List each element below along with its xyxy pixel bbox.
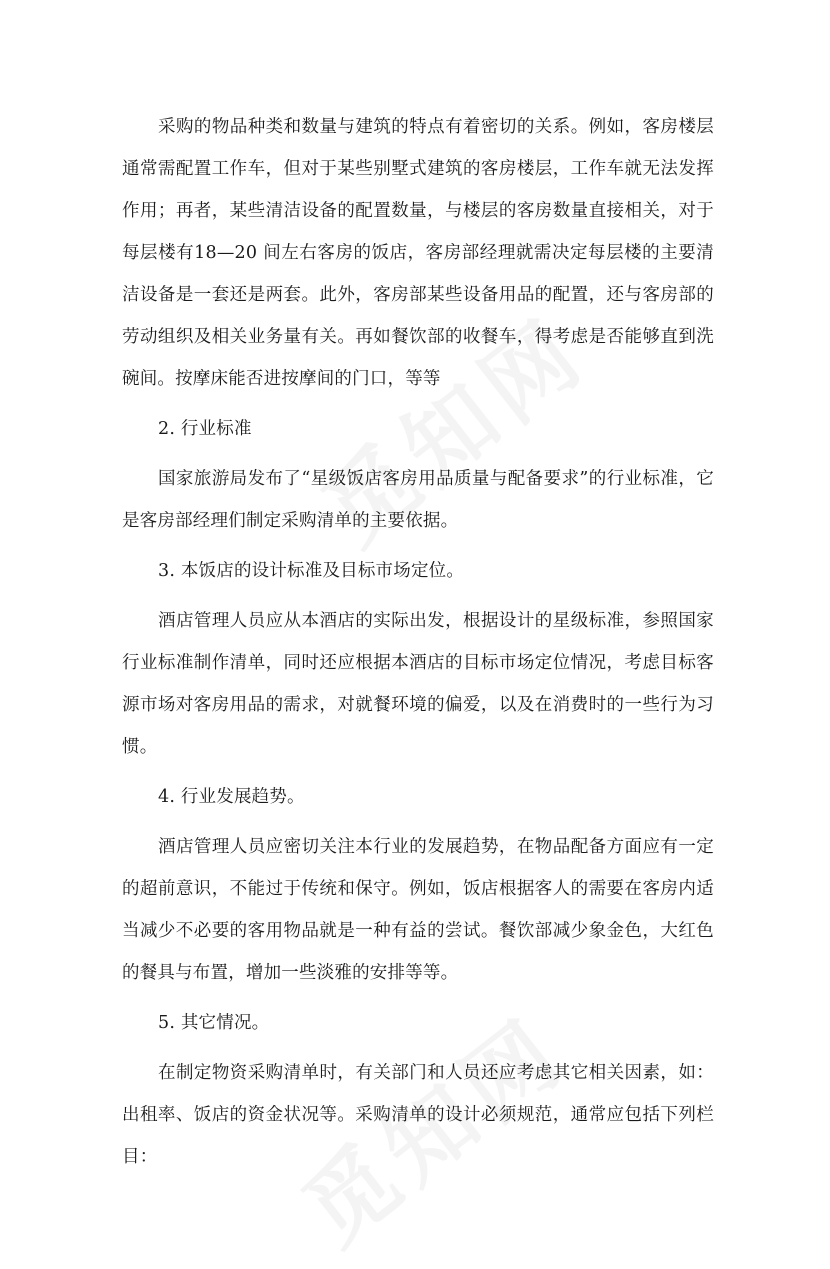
document-body [122,106,714,1178]
heading-industry-trend: 4. 行业发展趋势。 [158,787,305,807]
paragraph-market-positioning: 酒店管理人员应从本酒店的实际出发，根据设计的星级标准，参照国家行业标准制作清单，同时还应根据本酒店的目标市场定位情况，考虑目标客源市场对客房用品的需求，对就餐环境的偏爱，以及在消费时的一些行为习惯。 [122,611,714,757]
heading-other-factors: 5. 其它情况。 [158,1013,270,1033]
paragraph-building-features: 采购的物品种类和数量与建筑的特点有着密切的关系。例如，客房楼层通常需配置工作车，但对于某些别墅式建筑的客房楼层，工作车就无法发挥作用；再者，某些清洁设备的配置数量，与楼层的客房数量直接相关，对于每层楼有18—20 间左右客房的饭店，客房部经理就需决定每层楼的主要清洁设备是一套还是两套。此外，客房部某些设备用品的配置，还与客房部的劳动组织及相关业务量有关。再如餐饮部的收餐车，得考虑是否能够直到洗碗间。按摩床能否进按摩间的门口，等等 [122,117,714,389]
paragraph-trend-details: 酒店管理人员应密切关注本行业的发展趋势，在物品配备方面应有一定的超前意识，不能过于传统和保守。例如，饭店根据客人的需要在客房内适当减少不必要的客用物品就是一种有益的尝试。餐饮部减少象金色，大红色的餐具与布置，增加一些淡雅的安排等等。 [122,837,714,983]
paragraph-purchase-list: 在制定物资采购清单时，有关部门和人员还应考虑其它相关因素，如：出租率、饭店的资金状况等。采购清单的设计必须规范，通常应包括下列栏目： [122,1063,714,1167]
paragraph-national-standard: 国家旅游局发布了“星级饭店客房用品质量与配备要求”的行业标准，它是客房部经理们制定采购清单的主要依据。 [122,469,714,531]
heading-design-standard: 3. 本饭店的设计标准及目标市场定位。 [158,561,465,581]
heading-industry-standard: 2. 行业标准 [158,419,252,439]
